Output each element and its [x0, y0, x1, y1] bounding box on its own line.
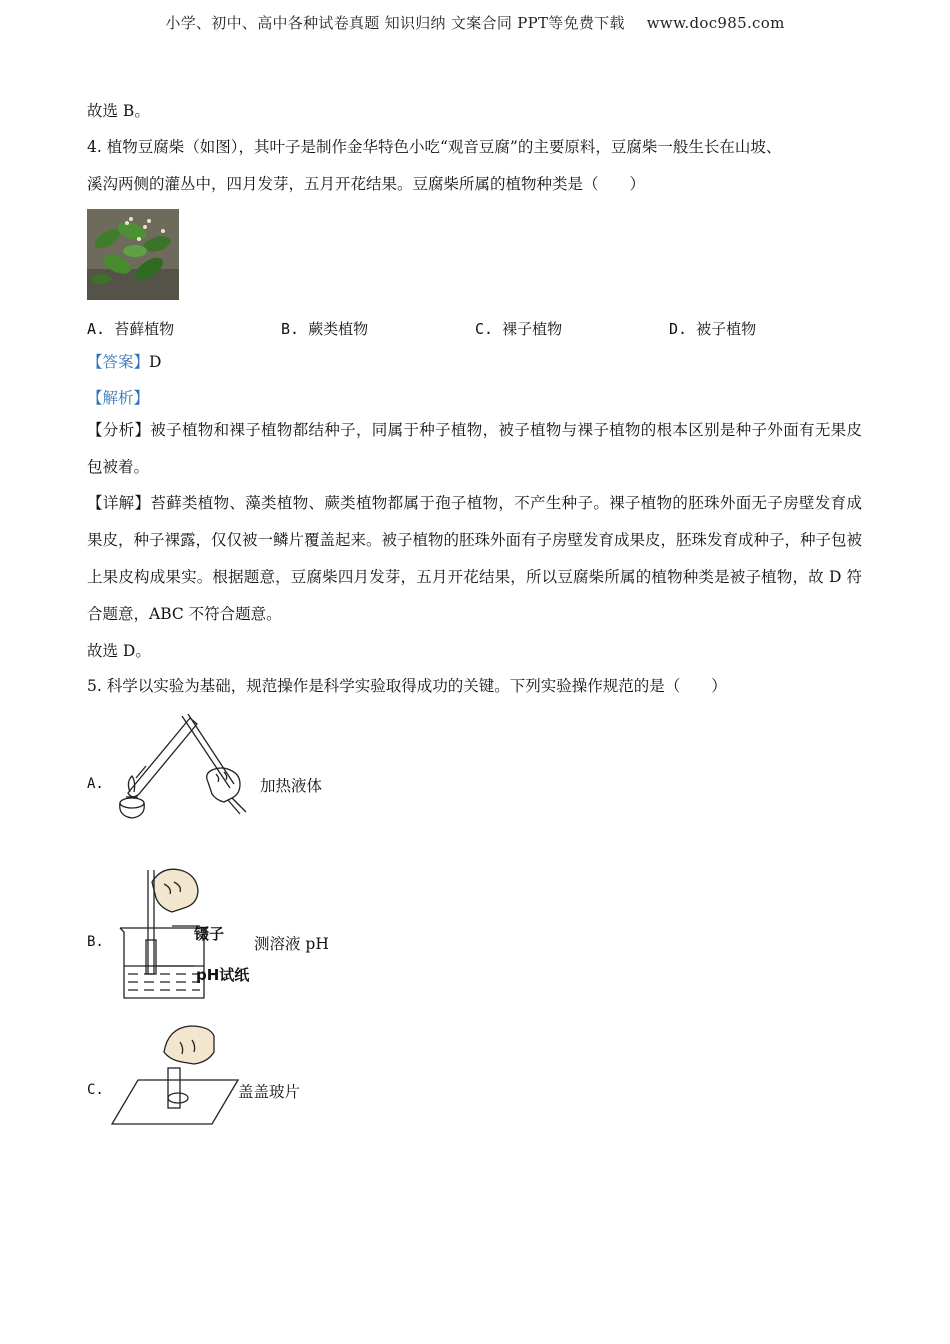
ph-paper-label: pH试纸 — [196, 966, 250, 984]
q4-option-c: C. 裸子植物 — [475, 320, 563, 338]
page-header — [0, 12, 950, 33]
heating-liquid-figure — [112, 708, 262, 828]
fenxi-text: 被子植物和裸子植物都结种子，同属于种子植物，被子植物与裸子植物的根本区别是种子外面有无果皮包被着。 — [87, 421, 862, 476]
q5-option-c-letter: C. — [87, 1082, 104, 1098]
xiangjie-text: 苔藓类植物、藻类植物、蕨类植物都属于孢子植物，不产生种子。裸子植物的胚珠外面无子房壁发育成果皮，种子裸露，仅仅被一鳞片覆盖起来。被子植物的胚珠外面有子房壁发育成果皮，胚珠发育成种子，种子包被上果皮构成果实。根据题意，豆腐柴四月发芽，五月开花结果，所以豆腐柴所属的植物种类是被子植物，故 D 符合题意，ABC 不符合题意。 — [87, 494, 863, 623]
q5-option-b-label: 测溶液 pH — [254, 935, 329, 953]
q4-stem-line1: 4. 植物豆腐柴（如图），其叶子是制作金华特色小吃“观音豆腐”的主要原料，豆腐柴一般生长在山坡、 — [87, 138, 782, 156]
answer-value: D — [149, 353, 162, 371]
q5-option-c-label: 盖盖玻片 — [238, 1083, 301, 1101]
cover-slip-figure — [110, 1022, 240, 1128]
q5-option-a-label: 加热液体 — [260, 777, 323, 795]
q5-option-b-letter: B. — [87, 934, 104, 950]
q5-option-a-letter: A. — [87, 776, 104, 792]
answer-tag: 【答案】 — [87, 353, 150, 371]
q4-stem-line2: 溪沟两侧的灌丛中，四月发芽，五月开花结果。豆腐柴所属的植物种类是（ ） — [87, 175, 646, 193]
q3-conclusion: 故选 B。 — [87, 102, 150, 120]
q4-option-a: A. 苔藓植物 — [87, 320, 175, 338]
q4-conclusion: 故选 D。 — [87, 642, 151, 660]
q4-option-d: D. 被子植物 — [669, 320, 757, 338]
header-text: 小学、初中、高中各种试卷真题 知识归纳 文案合同 PPT等免费下载 — [165, 14, 625, 32]
xiangjie-tag: 【详解】 — [87, 494, 151, 512]
q5-stem: 5. 科学以实验为基础，规范操作是科学实验取得成功的关键。下列实验操作规范的是（ ） — [87, 677, 727, 695]
header-site: www.doc985.com — [646, 14, 785, 32]
q4-fenxi — [87, 412, 862, 486]
fenxi-tag: 【分析】 — [87, 421, 151, 439]
analysis-tag: 【解析】 — [87, 389, 150, 407]
q4-answer — [87, 353, 161, 371]
tofu-plant-photo — [87, 209, 179, 300]
q4-option-b: B. 蕨类植物 — [281, 320, 369, 338]
tweezers-label: 镊子 — [194, 925, 225, 943]
q4-xiangjie — [87, 485, 862, 633]
